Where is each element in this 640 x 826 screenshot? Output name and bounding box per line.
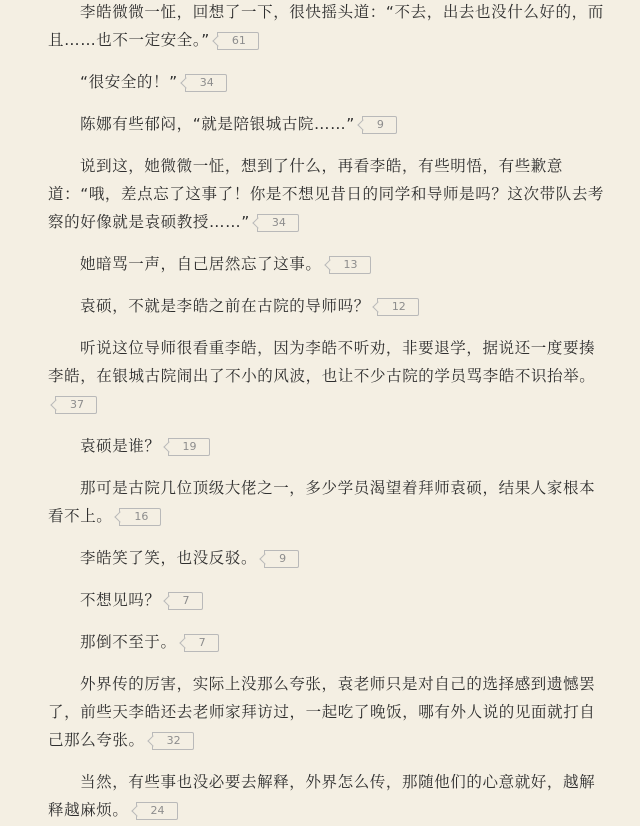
paragraph xyxy=(48,334,606,418)
paragraph xyxy=(48,292,606,320)
comment-bubble-icon[interactable]: 24 xyxy=(137,802,178,820)
paragraph-text: 李皓微微一怔，回想了一下，很快摇头道：“不去，出去也没什么好的，而且……也不一定安全。” xyxy=(48,3,604,49)
paragraph xyxy=(48,628,606,656)
comment-bubble-icon[interactable]: 61 xyxy=(218,32,259,50)
comment-bubble-icon[interactable]: 34 xyxy=(186,74,227,92)
comment-bubble-icon[interactable]: 32 xyxy=(153,732,194,750)
paragraph-text: 那倒不至于。 xyxy=(80,633,177,651)
comment-bubble-icon[interactable]: 13 xyxy=(330,256,371,274)
comment-bubble-icon[interactable]: 7 xyxy=(185,634,219,652)
paragraph xyxy=(48,250,606,278)
paragraph xyxy=(48,544,606,572)
paragraph xyxy=(48,586,606,614)
comment-bubble-icon[interactable]: 9 xyxy=(265,550,299,568)
paragraph-text: 当然，有些事也没必要去解释，外界怎么传，那随他们的心意就好，越解释越麻烦。 xyxy=(48,773,596,819)
paragraph-text: 陈娜有些郁闷，“就是陪银城古院……” xyxy=(80,115,355,133)
paragraph xyxy=(48,152,606,236)
comment-bubble-icon[interactable]: 34 xyxy=(258,214,299,232)
paragraph-text: 袁硕，不就是李皓之前在古院的导师吗？ xyxy=(80,297,370,315)
comment-bubble-icon[interactable]: 37 xyxy=(56,396,97,414)
paragraph-text: 她暗骂一声，自己居然忘了这事。 xyxy=(80,255,322,273)
paragraph-text: 说到这，她微微一怔，想到了什么，再看李皓，有些明悟，有些歉意道：“哦，差点忘了这事了！你是不想见昔日的同学和导师是吗？这次带队去考察的好像就是袁硕教授……” xyxy=(48,157,605,231)
paragraph xyxy=(48,110,606,138)
paragraph-text: 听说这位导师很看重李皓，因为李皓不听劝，非要退学，据说还一度要揍李皓，在银城古院闹出了不小的风波，也让不少古院的学员骂李皓不识抬举。 xyxy=(48,339,596,385)
comment-bubble-icon[interactable]: 9 xyxy=(363,116,397,134)
paragraph xyxy=(48,0,606,54)
paragraph-text: 不想见吗？ xyxy=(80,591,161,609)
paragraph-text: 李皓笑了笑，也没反驳。 xyxy=(80,549,258,567)
comment-bubble-icon[interactable]: 12 xyxy=(378,298,419,316)
paragraph-text: 那可是古院几位顶级大佬之一，多少学员渴望着拜师袁硕，结果人家根本看不上。 xyxy=(48,479,596,525)
paragraph-text: 袁硕是谁？ xyxy=(80,437,161,455)
paragraph-text: 外界传的厉害，实际上没那么夸张，袁老师只是对自己的选择感到遗憾罢了，前些天李皓还去老师家拜访过，一起吃了晚饭，哪有外人说的见面就打自己那么夸张。 xyxy=(48,675,596,749)
comment-bubble-icon[interactable]: 19 xyxy=(169,438,210,456)
paragraph xyxy=(48,670,606,754)
paragraph xyxy=(48,68,606,96)
comment-bubble-icon[interactable]: 16 xyxy=(120,508,161,526)
paragraph xyxy=(48,768,606,824)
paragraph-text: “很安全的！” xyxy=(80,73,178,91)
paragraph xyxy=(48,474,606,530)
paragraph xyxy=(48,432,606,460)
comment-bubble-icon[interactable]: 7 xyxy=(169,592,203,610)
